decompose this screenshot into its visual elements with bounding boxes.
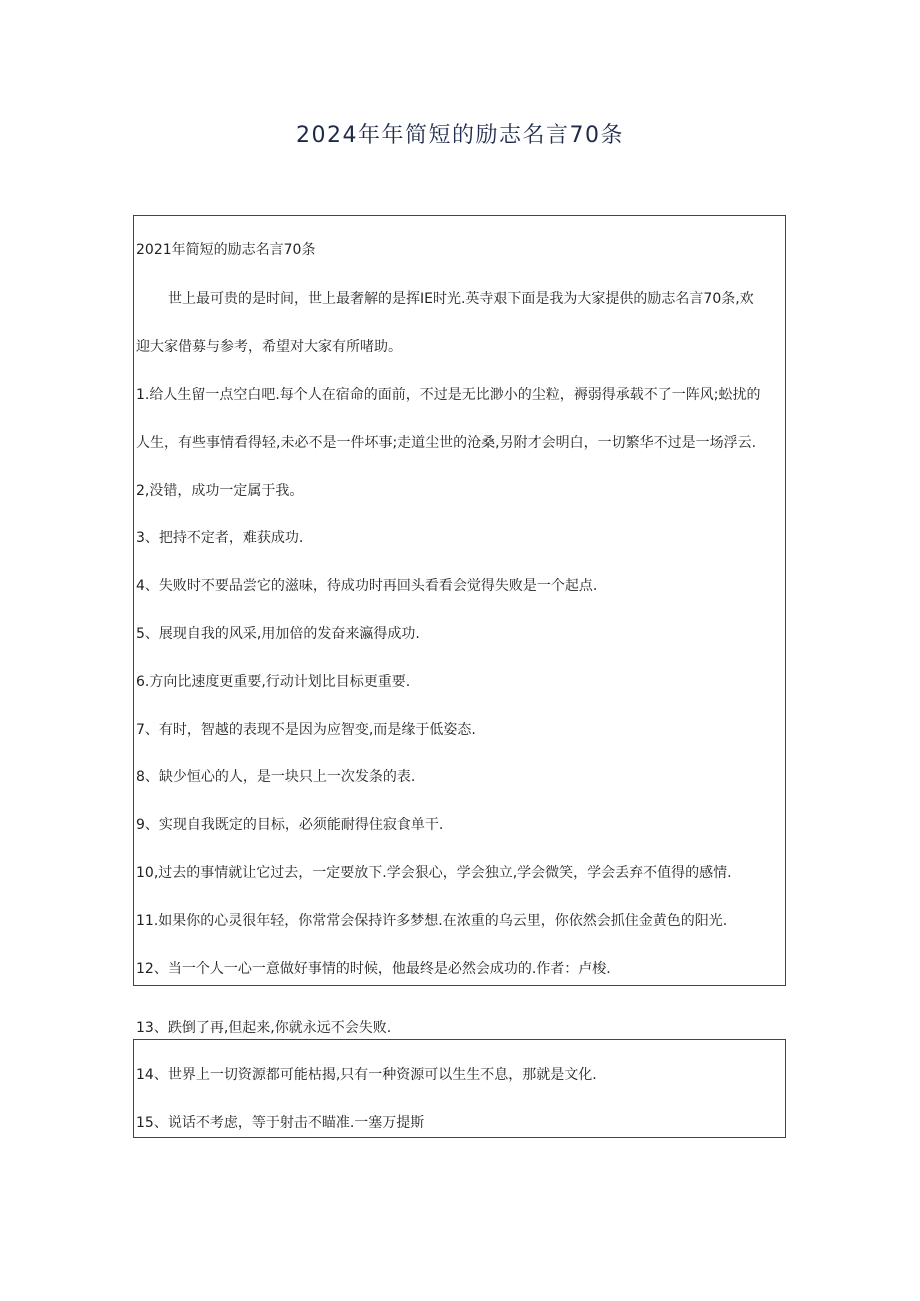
quote-1-line-1: 1.给人生留一点空白吧.每个人在宿命的面前，不过是无比渺小的尘粒，褥弱得承载不了一阵风;蚣扰的 — [136, 387, 761, 403]
intro-paragraph-line-1: 世上最可贵的是时间，世上最奢解的是挥IE时光.英寺艰下面是我为大家提供的励志名言70条,欢 — [168, 291, 754, 307]
quote-10: 10,过去的事情就让它过去，一定要放下.学会狠心，学会独立,学会微笑，学会丢弃不值得的感情. — [136, 865, 732, 881]
quote-3: 3、把持不定者，难获成功. — [136, 530, 304, 546]
quote-1-line-2: 人生，有些事情看得轻,未必不是一件坏事;走道尘世的沧桑,另附才会明白，一切繁华不过是一场浮云. — [136, 435, 757, 451]
document-title: 2024年年简短的励志名言70条 — [296, 123, 624, 148]
quote-2: 2,没错，成功一定属于我。 — [136, 483, 304, 499]
quote-9: 9、实现自我既定的目标，必须能耐得住寂食单干. — [136, 817, 444, 833]
intro-paragraph-line-2: 迎大家借募与参考，希望对大家有所啫助。 — [136, 339, 402, 355]
quote-12: 12、当一个人一心一意做好事情的时候，他最终是必然会成功的.作者：卢梭. — [136, 961, 611, 977]
quote-8: 8、缺少恒心的人，是一块只上一次发条的表. — [136, 769, 416, 785]
quote-6: 6.方向比速度更重要,行动计划比目标更重要. — [136, 674, 411, 690]
quote-4: 4、失败时不要品尝它的滋味，待成功时再回头看看会觉得失败是一个起点. — [136, 578, 598, 594]
quote-7: 7、有时，智越的表现不是因为应智变,而是缘于低姿态. — [136, 722, 476, 738]
quote-15: 15、说话不考虑，等于射击不瞄准.一塞万提斯 — [136, 1115, 425, 1131]
quote-13: 13、跌倒了再,但起来,你就永远不会失败. — [136, 1020, 392, 1036]
quote-14: 14、世界上一切资源都可能枯揭,只有一种资源可以生生不息，那就是文化. — [136, 1067, 597, 1083]
document-subtitle: 2021年简短的励志名言70条 — [136, 242, 316, 258]
quote-5: 5、展现自我的风采,用加倍的发奋来瀛得成功. — [136, 626, 420, 642]
quote-11: 11.如果你的心灵很年轻，你常常会保持许多梦想.在浓重的乌云里，你依然会抓住金黄色的阳光. — [136, 913, 728, 929]
